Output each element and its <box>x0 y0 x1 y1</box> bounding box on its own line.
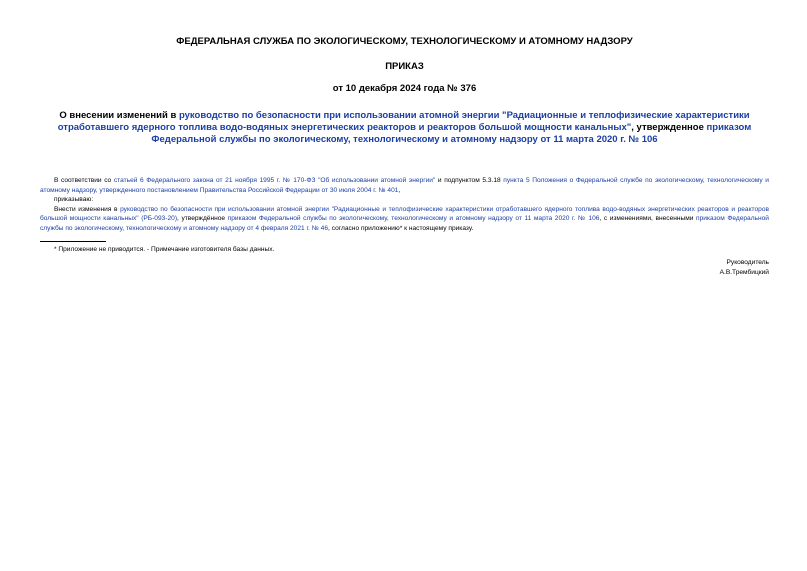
p1-text-3: , <box>398 186 401 194</box>
footnote-divider <box>40 241 106 242</box>
document-date-number: от 10 декабря 2024 года № 376 <box>332 83 477 94</box>
signature-block <box>40 258 769 277</box>
signature-position: Руководитель <box>726 259 769 267</box>
p1-link-federal-law[interactable]: статьей 6 Федерального закона от 21 ноября 1995 г. № 170-ФЗ "Об использовании атомной энергии" <box>113 177 436 184</box>
signature-name: А.В.Трембицкий <box>719 268 769 276</box>
document-title <box>44 110 765 146</box>
p2-link-guide[interactable]: руководство по безопасности при использовании атомной энергии "Радиационные и теплофизические характеристики отработавшего ядерного топлива водо-водяных энергетических реакторов и реакторов большой мощности канальных" (РБ-093-20) <box>40 205 769 223</box>
paragraph-ordered: приказываю: <box>54 196 94 204</box>
p2-link-order-2020[interactable]: приказом Федеральной службы по экологическому, технологическому и атомному надзору от 11 марта 2020 г. № 106 <box>227 215 600 223</box>
document-type: ПРИКАЗ <box>385 61 424 72</box>
p2-link-order-2021[interactable]: приказом Федеральной службы по экологическому, технологическому и атомному надзору от 4 февраля 2021 г. № 46 <box>40 215 769 232</box>
p2-text-1: Внести изменения в <box>54 205 121 213</box>
title-link-guide[interactable]: руководство по безопасности при использовании атомной энергии "Радиационные и теплофизические характеристики отработавшего ядерного топлива водо-водяных энергетических реакторов и реакторов большой мощности канальных" <box>57 110 750 133</box>
p1-text-1: В соответствии со <box>54 177 114 184</box>
footnote: * Приложение не приводится. - Примечание изготовителя базы данных. <box>54 245 275 253</box>
p2-text-2: , утверждённое <box>177 215 228 223</box>
title-link-order[interactable]: приказом Федеральной службы по экологическому, технологическому и атомному надзору от 11 марта 2020 г. № 106 <box>151 122 752 145</box>
paragraph-amendment <box>40 205 769 234</box>
title-middle: , утвержденное <box>631 122 707 133</box>
p2-text-3: , с изменениями, внесенными <box>599 215 697 223</box>
title-prefix: О внесении изменений в <box>59 110 179 121</box>
p2-text-4: , согласно приложению* к настоящему приказу. <box>328 224 474 232</box>
paragraph-legal-basis <box>40 176 769 195</box>
p1-link-regulation[interactable]: пункта 5 Положения о Федеральной службе по экологическому, технологическому и атомному надзору, утвержденного постановлением Правительства Российской Федерации от 30 июля 2004 г. № 401 <box>40 177 769 194</box>
p1-text-2: и подпунктом 5.3.18 <box>435 177 504 184</box>
agency-name: ФЕДЕРАЛЬНАЯ СЛУЖБА ПО ЭКОЛОГИЧЕСКОМУ, ТЕХНОЛОГИЧЕСКОМУ И АТОМНОМУ НАДЗОРУ <box>176 36 633 47</box>
